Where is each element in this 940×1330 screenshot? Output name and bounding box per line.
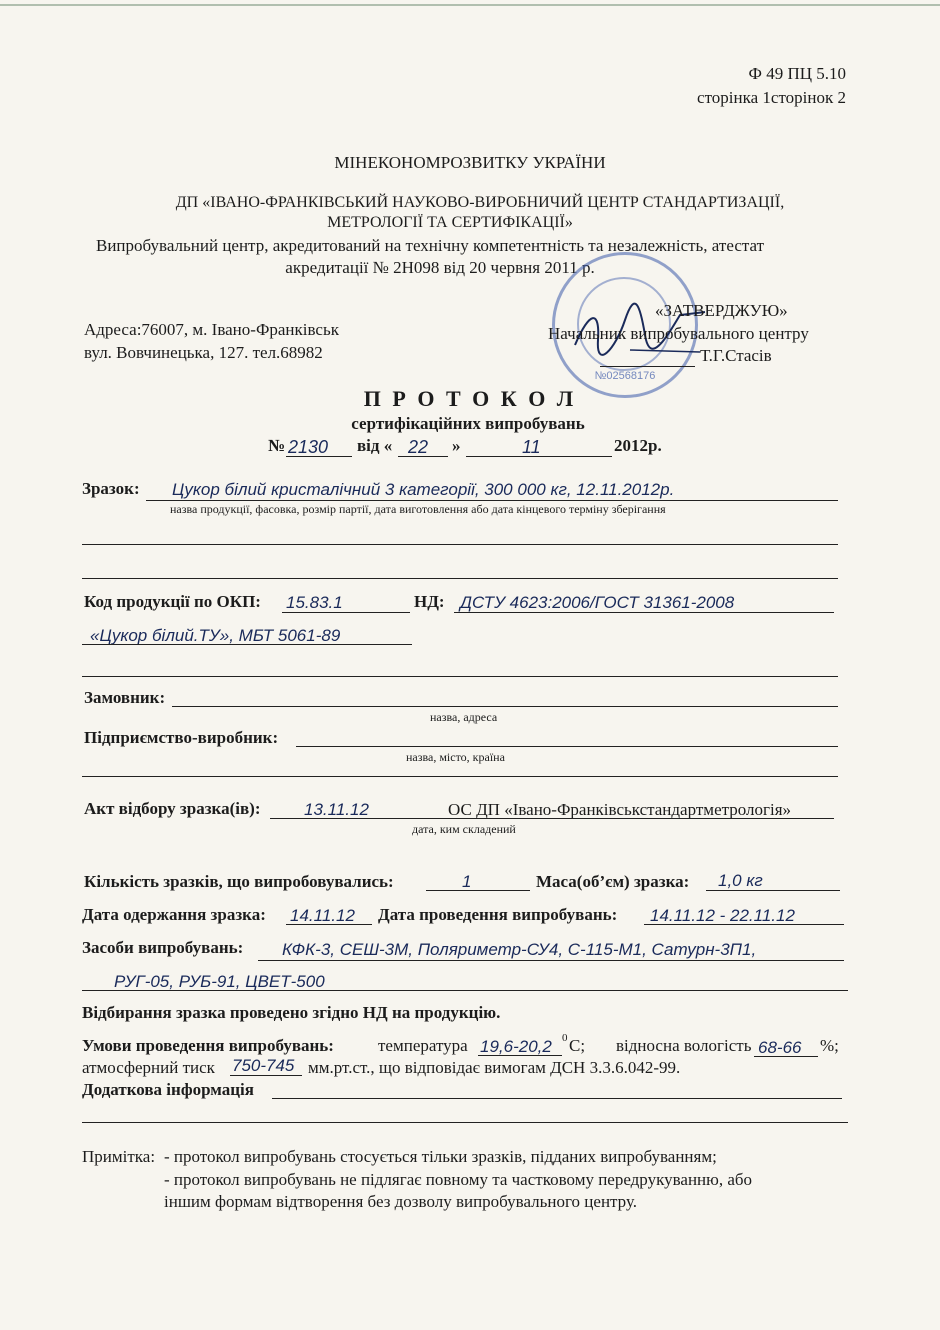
count-line xyxy=(426,890,530,891)
equipment-line2-underline xyxy=(82,990,848,991)
customer-label: Замовник: xyxy=(84,688,166,707)
act-hint: дата, ким складений xyxy=(412,822,516,836)
top-scan-line xyxy=(0,4,940,6)
equipment-line1: КФК-3, СЕШ-3М, Поляриметр-СУ4, С-115-М1, Сатурн-3П1, xyxy=(282,940,757,959)
received-label: Дата одержання зразка: xyxy=(82,905,266,924)
conditions-label: Умови проведення випробувань: xyxy=(82,1036,334,1055)
sample-hint: назва продукції, фасовка, розмір партії, дата виготовлення або дата кінцевого терміну зберігання xyxy=(170,502,666,516)
sampling-text: Відбирання зразка проведено згідно НД на продукцію. xyxy=(82,1003,501,1022)
act-by: ОС ДП «Івано-Франківськстандартметрологія» xyxy=(448,800,792,819)
customer-line xyxy=(172,706,838,707)
approval-sign-line xyxy=(600,366,695,367)
blank-line-2 xyxy=(82,578,838,579)
humidity-label: відносна вологість xyxy=(616,1036,752,1055)
equipment-line1-underline xyxy=(258,960,844,961)
blank-line-3 xyxy=(82,676,838,677)
mass-line xyxy=(706,890,840,891)
form-code: Ф 49 ПЦ 5.10 xyxy=(748,64,846,83)
received-value: 14.11.12 xyxy=(290,906,355,925)
protocol-date-close: » xyxy=(452,436,461,455)
note-line2: - протокол випробувань не підлягає повному та частковому передрукуванню, або xyxy=(164,1170,753,1189)
okp-value: 15.83.1 xyxy=(286,593,343,612)
nd-line xyxy=(454,612,834,613)
additional-line xyxy=(272,1098,842,1099)
approval-position: Начальник випробувального центру xyxy=(548,324,809,343)
protocol-subtitle: сертифікаційних випробувань xyxy=(351,414,585,433)
nd-extra-line xyxy=(82,644,412,645)
mass-value: 1,0 кг xyxy=(718,871,763,890)
address-line1: Адреса:76007, м. Івано-Франківськ xyxy=(84,320,339,339)
protocol-number-label: № xyxy=(268,436,286,455)
manufacturer-line xyxy=(296,746,838,747)
note-label: Примітка: xyxy=(82,1147,156,1166)
test-date-label: Дата проведення випробувань: xyxy=(378,905,618,924)
equipment-line2: РУГ-05, РУБ-91, ЦВЕТ-500 xyxy=(114,972,325,991)
pressure-value: 750-745 xyxy=(232,1056,295,1075)
count-value: 1 xyxy=(462,872,472,891)
protocol-month: 11 xyxy=(522,437,541,457)
equipment-label: Засоби випробувань: xyxy=(82,938,244,957)
accreditation-line1: Випробувальний центр, акредитований на технічну компетентність та незалежність, атестат xyxy=(96,236,765,255)
nd-extra: «Цукор білий.ТУ», МБТ 5061-89 xyxy=(90,626,341,645)
humidity-value: 68-66 xyxy=(758,1038,802,1057)
protocol-day: 22 xyxy=(408,437,429,457)
sample-line xyxy=(146,500,838,501)
act-line xyxy=(270,818,834,819)
protocol-number: 2130 xyxy=(288,437,329,457)
protocol-date-open: від « xyxy=(357,436,393,455)
okp-line xyxy=(282,612,410,613)
customer-hint: назва, адреса xyxy=(430,710,498,724)
protocol-title: П Р О Т О К О Л xyxy=(363,386,577,411)
note-line3: іншим формам відтворення без дозволу випробувального центру. xyxy=(164,1192,638,1211)
additional-label: Додаткова інформація xyxy=(82,1080,254,1099)
pressure-label: атмосферний тиск xyxy=(82,1058,215,1077)
manufacturer-label: Підприємство-виробник: xyxy=(84,728,279,747)
mass-label: Маса(об’єм) зразка: xyxy=(536,872,690,891)
approval-title: «ЗАТВЕРДЖУЮ» xyxy=(655,301,788,320)
sample-value: Цукор білий кристалічний 3 категорії, 300 000 кг, 12.11.2012р. xyxy=(172,480,675,499)
protocol-number-line xyxy=(286,456,352,457)
temperature-value: 19,6-20,2 xyxy=(480,1037,552,1056)
address-line2: вул. Вовчинецька, 127. тел.68982 xyxy=(84,343,323,362)
ministry-title: МІНЕКОНОМРОЗВИТКУ УКРАЇНИ xyxy=(334,153,606,172)
page-info: сторінка 1сторінок 2 xyxy=(697,88,846,107)
test-date-value: 14.11.12 - 22.11.12 xyxy=(650,906,795,925)
protocol-day-line xyxy=(398,456,448,457)
okp-label: Код продукції по ОКП: xyxy=(84,592,261,611)
stamp-number: №02568176 xyxy=(594,370,656,382)
center-name-line2: МЕТРОЛОГІЇ ТА СЕРТИФІКАЦІЇ» xyxy=(327,214,573,231)
protocol-month-line xyxy=(466,456,612,457)
protocol-year: 2012р. xyxy=(614,436,662,455)
pressure-tail: мм.рт.ст., що відповідає вимогам ДСН 3.3.6.042-99. xyxy=(308,1058,681,1077)
temperature-degree: 0 xyxy=(562,1032,568,1044)
humidity-unit: %; xyxy=(820,1036,839,1055)
sample-label: Зразок: xyxy=(82,479,140,498)
note-line1: - протокол випробувань стосується тільки зразків, підданих випробуванням; xyxy=(164,1147,717,1166)
center-name-line1: ДП «ІВАНО-ФРАНКІВСЬКИЙ НАУКОВО-ВИРОБНИЧИЙ ЦЕНТР СТАНДАРТИЗАЦІЇ, xyxy=(175,194,785,211)
blank-line-1 xyxy=(82,544,838,545)
temperature-line xyxy=(478,1055,562,1056)
pressure-line xyxy=(230,1075,302,1076)
act-label: Акт відбору зразка(ів): xyxy=(84,799,261,818)
blank-line-4 xyxy=(82,776,838,777)
accreditation-line2: акредитації № 2Н098 від 20 червня 2011 р. xyxy=(285,258,595,277)
act-date: 13.11.12 xyxy=(304,800,369,819)
temperature-unit: С; xyxy=(569,1036,586,1055)
nd-value: ДСТУ 4623:2006/ГОСТ 31361-2008 xyxy=(460,593,735,612)
nd-label: НД: xyxy=(414,592,445,611)
received-line xyxy=(286,924,372,925)
manufacturer-hint: назва, місто, країна xyxy=(406,750,505,764)
blank-line-5 xyxy=(82,1122,848,1123)
approval-name: Т.Г.Стасів xyxy=(700,346,772,365)
count-label: Кількість зразків, що випробовувались: xyxy=(84,872,394,891)
test-date-line xyxy=(644,924,844,925)
temperature-label: температура xyxy=(378,1036,468,1055)
humidity-line xyxy=(754,1056,818,1057)
